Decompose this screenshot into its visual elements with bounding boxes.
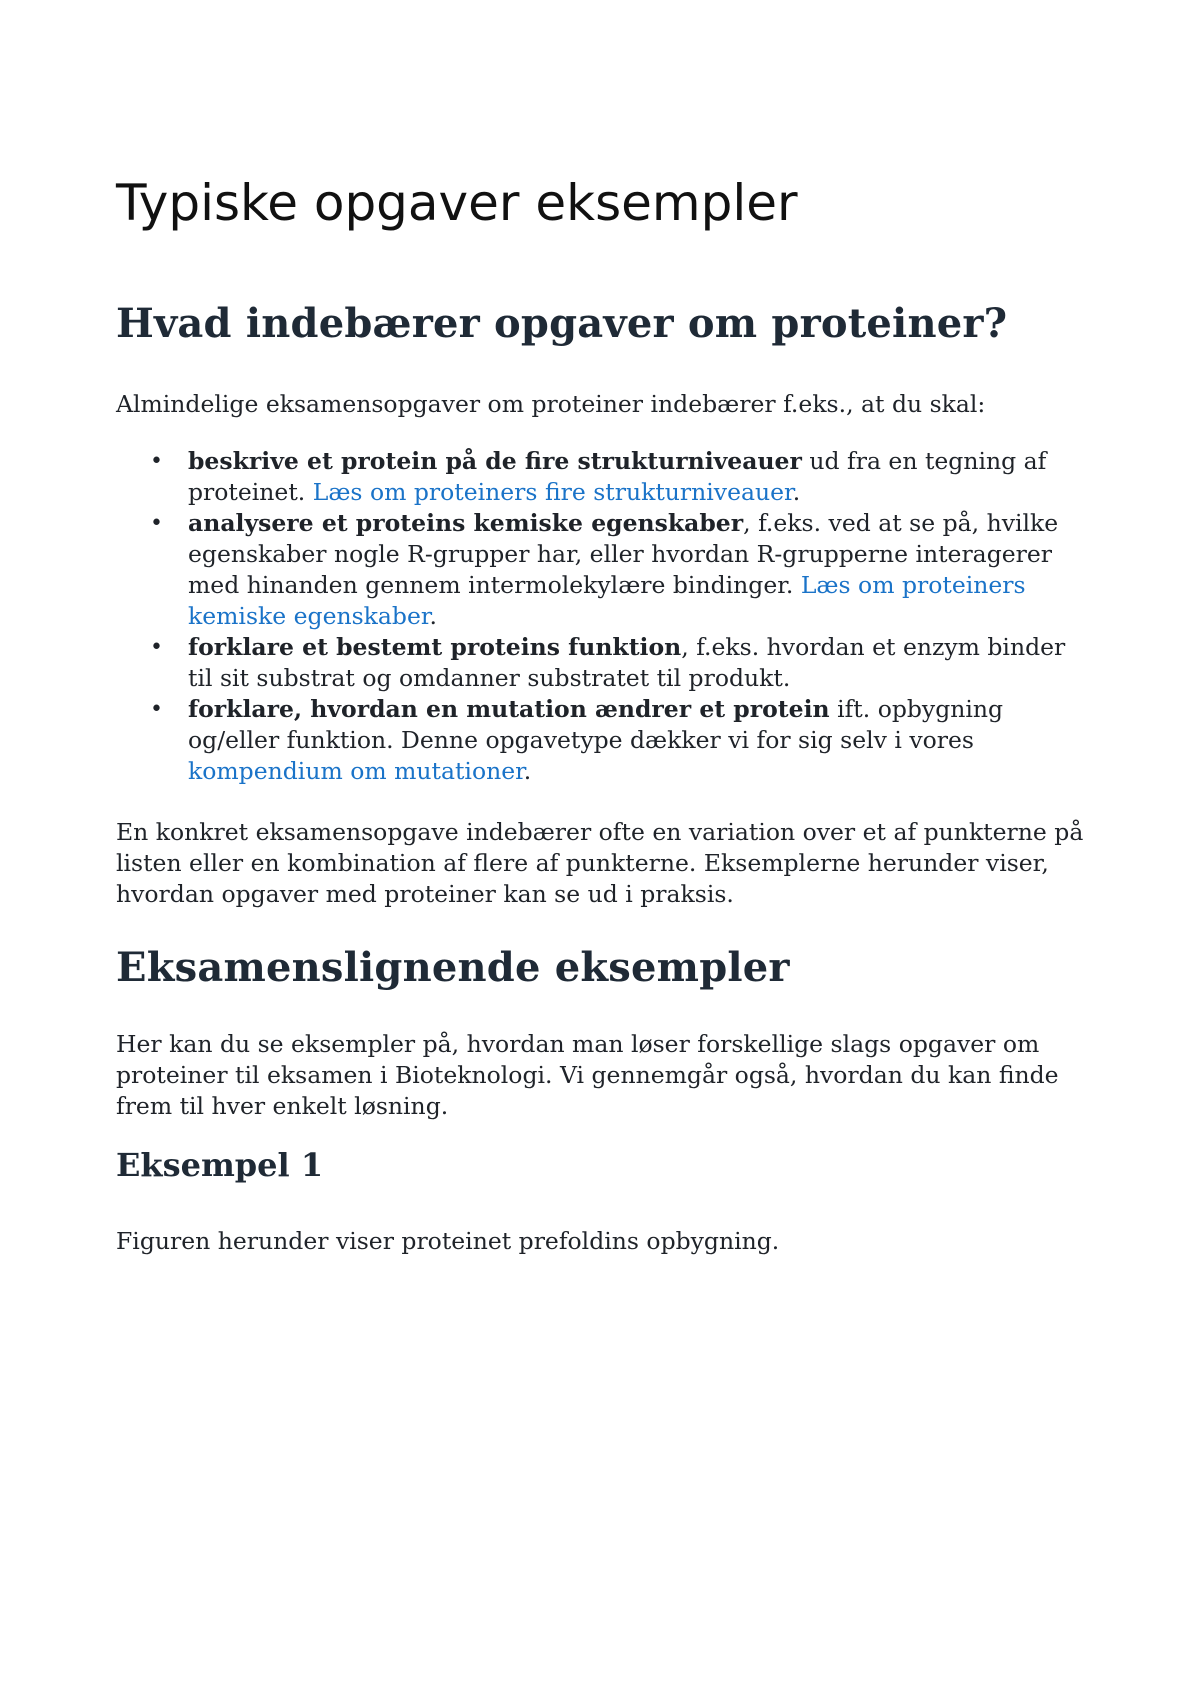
list-item <box>116 446 1096 508</box>
example-1-heading: Eksempel 1 <box>116 1146 324 1184</box>
list-item-bold: beskrive et protein på de fire strukturniveauer <box>188 447 802 475</box>
link-structure-levels[interactable]: Læs om proteiners fire strukturniveauer <box>312 478 793 506</box>
section-heading-proteins-tasks: Hvad indebærer opgaver om proteiner? <box>116 300 1008 347</box>
list-item-after: . <box>792 478 801 506</box>
list-item-text: ift. opbygning og/eller funktion. Denne opgavetype dækker vi for sig selv i vores <box>188 695 1004 754</box>
summary-paragraph: En konkret eksamensopgave indebærer ofte en variation over et af punkterne på listen eller en kombination af flere af punkterne. Eksemplerne herunder viser, hvordan opgaver med proteiner kan se ud i praksis. <box>116 818 1084 908</box>
intro-paragraph: Almindelige eksamensopgaver om proteiner indebærer f.eks., at du skal: <box>116 390 986 418</box>
list-item-after: . <box>523 757 532 785</box>
link-chemical-properties[interactable]: Læs om proteiners kemiske egenskaber <box>188 571 1026 630</box>
list-item-text: , f.eks. hvordan et enzym binder til sit substrat og omdanner substratet til produkt. <box>188 633 1066 692</box>
list-item-bold: forklare et bestemt proteins funktion <box>188 633 682 661</box>
exam-examples-paragraph: Her kan du se eksempler på, hvordan man løser forskellige slags opgaver om proteiner til eksamen i Bioteknologi. Vi gennemgår også, hvordan du kan finde frem til hver enkelt løsning. <box>116 1030 1059 1120</box>
list-item-text: ud fra en tegning af proteinet. <box>188 447 1047 506</box>
bullet-icon: • <box>150 511 163 536</box>
list-item <box>116 694 1096 787</box>
list-item-after: . <box>429 602 438 630</box>
link-mutations-compendium[interactable]: kompendium om mutationer <box>188 757 524 785</box>
section-heading-exam-examples: Eksamenslignende eksempler <box>116 944 790 991</box>
list-item-bold: analysere et proteins kemiske egenskaber <box>188 509 744 537</box>
bullet-icon: • <box>150 449 163 474</box>
list-item-text: , f.eks. ved at se på, hvilke egenskaber nogle R-grupper har, eller hvordan R-grupperne interagerer med hinanden gennem intermolekylære bindinger. <box>188 509 1059 599</box>
list-item-bold: forklare, hvordan en mutation ændrer et protein <box>188 695 830 723</box>
bullet-icon: • <box>150 635 163 660</box>
task-list <box>116 446 1096 787</box>
example-1-paragraph: Figuren herunder viser proteinet prefoldins opbygning. <box>116 1227 780 1255</box>
list-item <box>116 508 1096 632</box>
bullet-icon: • <box>150 697 163 722</box>
list-item <box>116 632 1096 694</box>
document-title: Typiske opgaver eksempler <box>116 174 798 232</box>
